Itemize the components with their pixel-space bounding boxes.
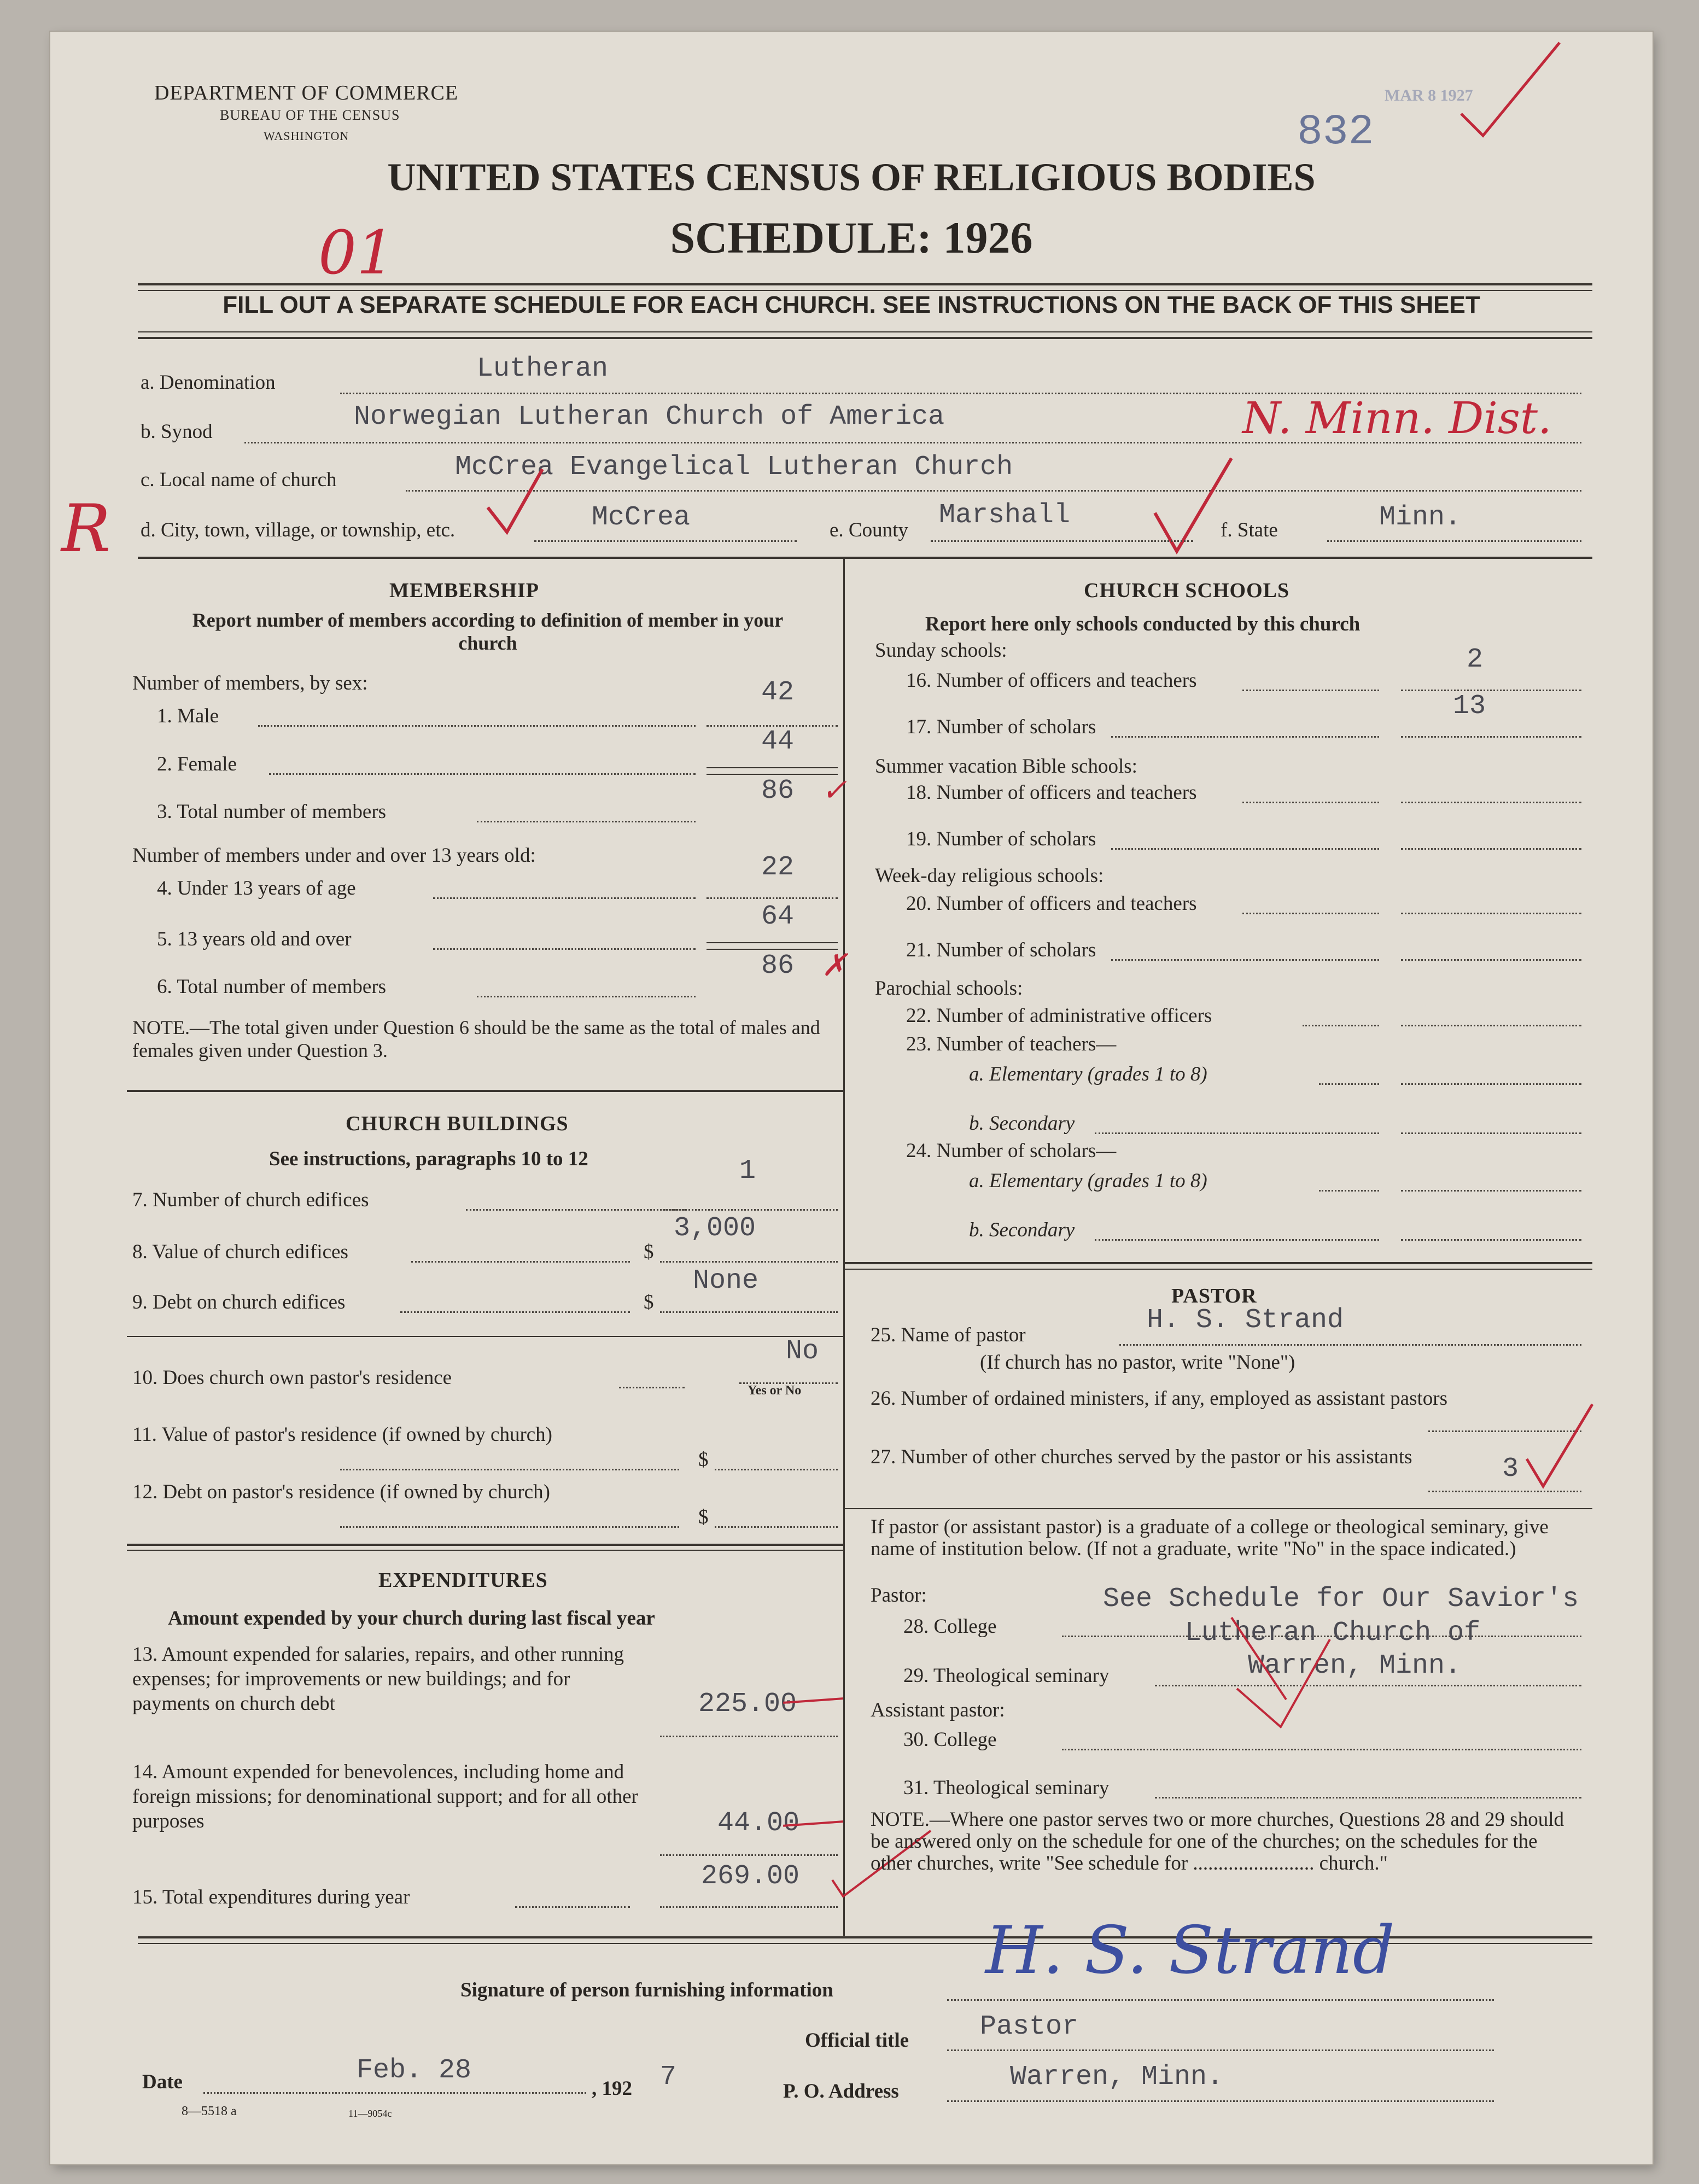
rule	[400, 1311, 630, 1313]
pastor-note: NOTE.—Where one pastor serves two or more churches, Questions 28 and 29 should be answered only on the schedule for one of the churches; on the schedules for the other churches, write "See schedule for ........................ church."	[871, 1808, 1564, 1874]
rule	[1111, 736, 1379, 738]
pastor-name-field[interactable]: H. S. Strand	[1147, 1305, 1344, 1336]
rule	[660, 1854, 838, 1856]
bureau-label: BUREAU OF THE CENSUS	[220, 107, 400, 123]
rule	[1111, 848, 1379, 850]
rule	[843, 558, 845, 1936]
over-13-label: 5. 13 years old and over	[157, 928, 352, 950]
weekday-schools-label: Week-day religious schools:	[875, 865, 1104, 887]
form-subtitle: SCHEDULE: 1926	[670, 213, 1033, 262]
rule	[844, 1508, 1592, 1509]
rule	[663, 1209, 838, 1211]
q19-label: 19. Number of scholars	[906, 828, 1096, 850]
year-field[interactable]: 7	[660, 2062, 677, 2093]
q20-label: 20. Number of officers and teachers	[906, 892, 1197, 915]
rule	[138, 283, 1592, 285]
rule	[947, 2100, 1494, 2102]
rule	[477, 821, 696, 822]
rule	[138, 337, 1592, 339]
value-edifices-field[interactable]: 3,000	[674, 1213, 756, 1244]
q24-label: 24. Number of scholars—	[906, 1140, 1117, 1162]
red-code-mark: 01	[318, 218, 395, 288]
rule	[660, 1906, 838, 1908]
stamp-number: 832	[1297, 108, 1374, 156]
rule	[1401, 1190, 1581, 1192]
q18-label: 18. Number of officers and teachers	[906, 781, 1197, 804]
instruction-banner: FILL OUT A SEPARATE SCHEDULE FOR EACH CHURCH. SEE INSTRUCTIONS ON THE BACK OF THIS SHEET	[223, 291, 1480, 318]
rule	[515, 1906, 630, 1908]
q13-label: 13. Amount expended for salaries, repairs, and other running expenses; for improvements or new buildings; and for payments on church debt	[132, 1643, 624, 1715]
owns-residence-label: 10. Does church own pastor's residence	[132, 1367, 452, 1389]
local-name-label: c. Local name of church	[141, 469, 337, 491]
margin-mark: R	[61, 491, 111, 567]
rule	[660, 1736, 838, 1737]
total-members-2-label: 6. Total number of members	[157, 976, 387, 998]
q23b-label: b. Secondary	[969, 1112, 1075, 1135]
membership-heading: MEMBERSHIP	[389, 579, 539, 602]
q23-label: 23. Number of teachers—	[906, 1033, 1117, 1055]
assistant-subheading: Assistant pastor:	[871, 1699, 1005, 1721]
q23a-label: a. Elementary (grades 1 to 8)	[969, 1063, 1207, 1085]
city-field[interactable]: McCrea	[592, 502, 691, 533]
synod-district-note: N. Minn. Dist.	[1242, 393, 1552, 443]
rule	[477, 996, 696, 997]
q25-hint: (If church has no pastor, write "None")	[980, 1351, 1295, 1374]
members-by-sex-label: Number of members, by sex:	[132, 672, 368, 694]
over-13-count[interactable]: 64	[761, 901, 795, 932]
membership-note: NOTE.—The total given under Question 6 should be the same as the total of males and females given under Question 3.	[132, 1017, 820, 1061]
schools-intro: Report here only schools conducted by this church	[925, 613, 1361, 635]
rule	[127, 1336, 843, 1337]
received-date-stamp: MAR 8 1927	[1385, 86, 1473, 104]
rule	[1319, 1083, 1379, 1085]
po-address-label: P. O. Address	[783, 2080, 899, 2103]
q26-label: 26. Number of ordained ministers, if any, employed as assistant pastors	[871, 1387, 1447, 1410]
q15-label: 15. Total expenditures during year	[132, 1886, 410, 1908]
q27-value[interactable]: 3	[1502, 1453, 1519, 1485]
q24a-label: a. Elementary (grades 1 to 8)	[969, 1170, 1207, 1192]
state-label: f. State	[1221, 519, 1278, 541]
q24b-label: b. Secondary	[969, 1219, 1075, 1241]
rule	[931, 540, 1193, 542]
rule	[1401, 1239, 1581, 1241]
currency-sign: $	[644, 1241, 654, 1263]
q17-value[interactable]: 13	[1453, 691, 1486, 722]
rule	[707, 774, 838, 775]
currency-sign: $	[698, 1506, 709, 1528]
debt-edifices-field[interactable]: None	[693, 1265, 759, 1297]
rule	[258, 725, 696, 727]
currency-sign: $	[698, 1449, 709, 1471]
debt-edifices-label: 9. Debt on church edifices	[132, 1291, 346, 1313]
rule	[844, 1262, 1592, 1264]
rule	[1062, 1749, 1581, 1750]
rule	[433, 948, 696, 950]
rule	[947, 2049, 1494, 2051]
rule	[127, 1544, 843, 1546]
total-members-2-count[interactable]: 86	[761, 950, 795, 982]
sunday-schools-label: Sunday schools:	[875, 639, 1007, 662]
rule	[138, 557, 1592, 559]
rule	[660, 1311, 838, 1313]
form-title: UNITED STATES CENSUS OF RELIGIOUS BODIES	[387, 155, 1316, 199]
date-field[interactable]: Feb. 28	[357, 2055, 472, 2086]
date-label: Date	[142, 2071, 183, 2093]
residence-debt-label: 12. Debt on pastor's residence (if owned by church)	[132, 1481, 550, 1503]
rule	[1401, 848, 1581, 850]
membership-intro: Report number of members according to definition of member in your church	[192, 609, 784, 654]
state-field[interactable]: Minn.	[1379, 502, 1462, 533]
red-checkmark-icon	[1221, 1607, 1341, 1738]
rule	[947, 1999, 1494, 2001]
red-check-mark: ✓	[821, 773, 847, 808]
male-count[interactable]: 42	[761, 677, 795, 708]
rule	[1155, 1797, 1581, 1798]
residence-value-label: 11. Value of pastor's residence (if owned by church)	[132, 1423, 553, 1446]
rule	[1119, 1344, 1581, 1346]
synod-field[interactable]: Norwegian Lutheran Church of America	[354, 401, 945, 433]
red-checkmark-icon	[1149, 453, 1237, 562]
parochial-schools-label: Parochial schools:	[875, 977, 1023, 1000]
official-title-label: Official title	[805, 2029, 909, 2052]
q29-seminary-field[interactable]: Warren, Minn.	[1248, 1650, 1462, 1681]
red-checkmark-icon	[482, 464, 548, 540]
q22-label: 22. Number of administrative officers	[906, 1005, 1212, 1027]
q27-label: 27. Number of other churches served by the pastor or his assistants	[871, 1446, 1412, 1468]
q13-amount[interactable]: 225.00	[698, 1689, 797, 1720]
rule	[1401, 1025, 1581, 1026]
local-name-field[interactable]: McCrea Evangelical Lutheran Church	[455, 452, 1013, 483]
total-members-label: 3. Total number of members	[157, 801, 387, 823]
department-label: DEPARTMENT OF COMMERCE	[154, 81, 459, 104]
female-label: 2. Female	[157, 753, 237, 775]
signature: H. S. Strand	[985, 1913, 1395, 1989]
yes-or-no-hint: Yes or No	[748, 1383, 802, 1398]
q14-label: 14. Amount expended for benevolences, including home and foreign missions; for denominational support; and for all other purposes	[132, 1761, 638, 1832]
q25-label: 25. Name of pastor	[871, 1324, 1026, 1346]
q16-label: 16. Number of officers and teachers	[906, 669, 1197, 692]
rule	[1401, 736, 1581, 738]
buildings-heading: CHURCH BUILDINGS	[346, 1112, 569, 1135]
rule	[715, 1526, 838, 1528]
red-checkmark-icon	[1450, 32, 1570, 141]
q14-amount[interactable]: 44.00	[717, 1808, 800, 1839]
q21-label: 21. Number of scholars	[906, 939, 1096, 961]
rule	[203, 2092, 586, 2094]
rule	[340, 1469, 679, 1470]
rule	[707, 767, 838, 768]
rule	[1401, 1132, 1581, 1134]
rule	[707, 949, 838, 950]
rule	[1401, 802, 1581, 803]
rule	[127, 1550, 843, 1551]
total-members-count[interactable]: 86	[761, 775, 795, 807]
rule	[138, 331, 1592, 332]
denomination-label: a. Denomination	[141, 371, 276, 394]
red-checkmark-icon	[1521, 1399, 1598, 1492]
under-13-label: 4. Under 13 years of age	[157, 877, 356, 900]
q28-college-field[interactable]: See Schedule for Our Savior's	[1103, 1584, 1579, 1615]
rule	[406, 490, 1581, 492]
year-prefix: , 192	[592, 2077, 632, 2100]
rule	[1401, 913, 1581, 914]
form-number: 8—5518 a	[182, 2104, 237, 2118]
male-label: 1. Male	[157, 705, 219, 727]
rule	[1111, 959, 1379, 961]
q17-label: 17. Number of scholars	[906, 716, 1096, 738]
under-13-count[interactable]: 22	[761, 852, 795, 883]
rule	[715, 1469, 838, 1470]
q29-label: 29. Theological seminary	[903, 1665, 1110, 1687]
pastor-subheading: Pastor:	[871, 1584, 927, 1607]
census-schedule-sheet	[50, 32, 1653, 2164]
rule	[1155, 1685, 1581, 1686]
rule	[844, 1269, 1592, 1270]
expenditures-heading: EXPENDITURES	[378, 1569, 548, 1592]
members-by-age-label: Number of members under and over 13 years old:	[132, 844, 536, 867]
city-label: WASHINGTON	[264, 129, 349, 143]
rule	[1401, 690, 1581, 691]
q30-label: 30. College	[903, 1728, 997, 1751]
rule	[1401, 959, 1581, 961]
rule	[433, 897, 696, 899]
rule	[1242, 802, 1379, 803]
q16-value[interactable]: 2	[1467, 644, 1484, 675]
county-label: e. County	[830, 519, 908, 541]
rule	[660, 1261, 838, 1263]
summer-schools-label: Summer vacation Bible schools:	[875, 755, 1137, 778]
rule	[340, 1526, 679, 1528]
print-number: 11—9054c	[348, 2108, 392, 2119]
q15-amount[interactable]: 269.00	[701, 1861, 800, 1892]
county-field[interactable]: Marshall	[939, 500, 1071, 531]
currency-sign: $	[644, 1291, 654, 1313]
graduate-note: If pastor (or assistant pastor) is a graduate of a college or theological seminary, give name of institution below. (If not a graduate, write "No" in the space indicated.)	[871, 1516, 1549, 1560]
red-x-mark: ✗	[821, 948, 847, 983]
q31-label: 31. Theological seminary	[903, 1777, 1110, 1799]
rule	[466, 1209, 685, 1211]
rule	[1095, 1132, 1379, 1134]
rule	[707, 942, 838, 943]
rule	[1401, 1083, 1581, 1085]
rule	[619, 1387, 685, 1388]
denomination-field[interactable]: Lutheran	[477, 353, 609, 384]
expenditures-sub: Amount expended by your church during last fiscal year	[168, 1607, 655, 1630]
buildings-sub: See instructions, paragraphs 10 to 12	[269, 1148, 588, 1170]
schools-heading: CHURCH SCHOOLS	[1084, 579, 1290, 602]
pastor-heading: PASTOR	[1171, 1284, 1257, 1307]
rule	[1242, 913, 1379, 914]
po-address-field[interactable]: Warren, Minn.	[1010, 2062, 1224, 2093]
rule	[534, 540, 797, 542]
rule	[1242, 690, 1379, 691]
rule	[1319, 1190, 1379, 1192]
edifices-label: 7. Number of church edifices	[132, 1189, 369, 1211]
owns-residence-field[interactable]: No	[786, 1336, 819, 1367]
rule	[269, 773, 696, 775]
rule	[1095, 1239, 1379, 1241]
q28-label: 28. College	[903, 1615, 997, 1638]
city-label: d. City, town, village, or township, etc.	[141, 519, 456, 541]
value-edifices-label: 8. Value of church edifices	[132, 1241, 348, 1263]
female-count[interactable]: 44	[761, 726, 795, 757]
synod-label: b. Synod	[141, 421, 213, 443]
rule	[127, 1090, 843, 1092]
rule	[707, 897, 838, 899]
signature-label: Signature of person furnishing information	[460, 1979, 833, 2001]
rule	[411, 1261, 630, 1263]
edifices-count[interactable]: 1	[739, 1155, 756, 1187]
q28-college-field-line2[interactable]: Lutheran Church of	[1185, 1617, 1481, 1649]
rule	[138, 290, 1592, 291]
official-title-field[interactable]: Pastor	[980, 2011, 1079, 2042]
rule	[1327, 540, 1581, 542]
rule	[1303, 1025, 1379, 1026]
